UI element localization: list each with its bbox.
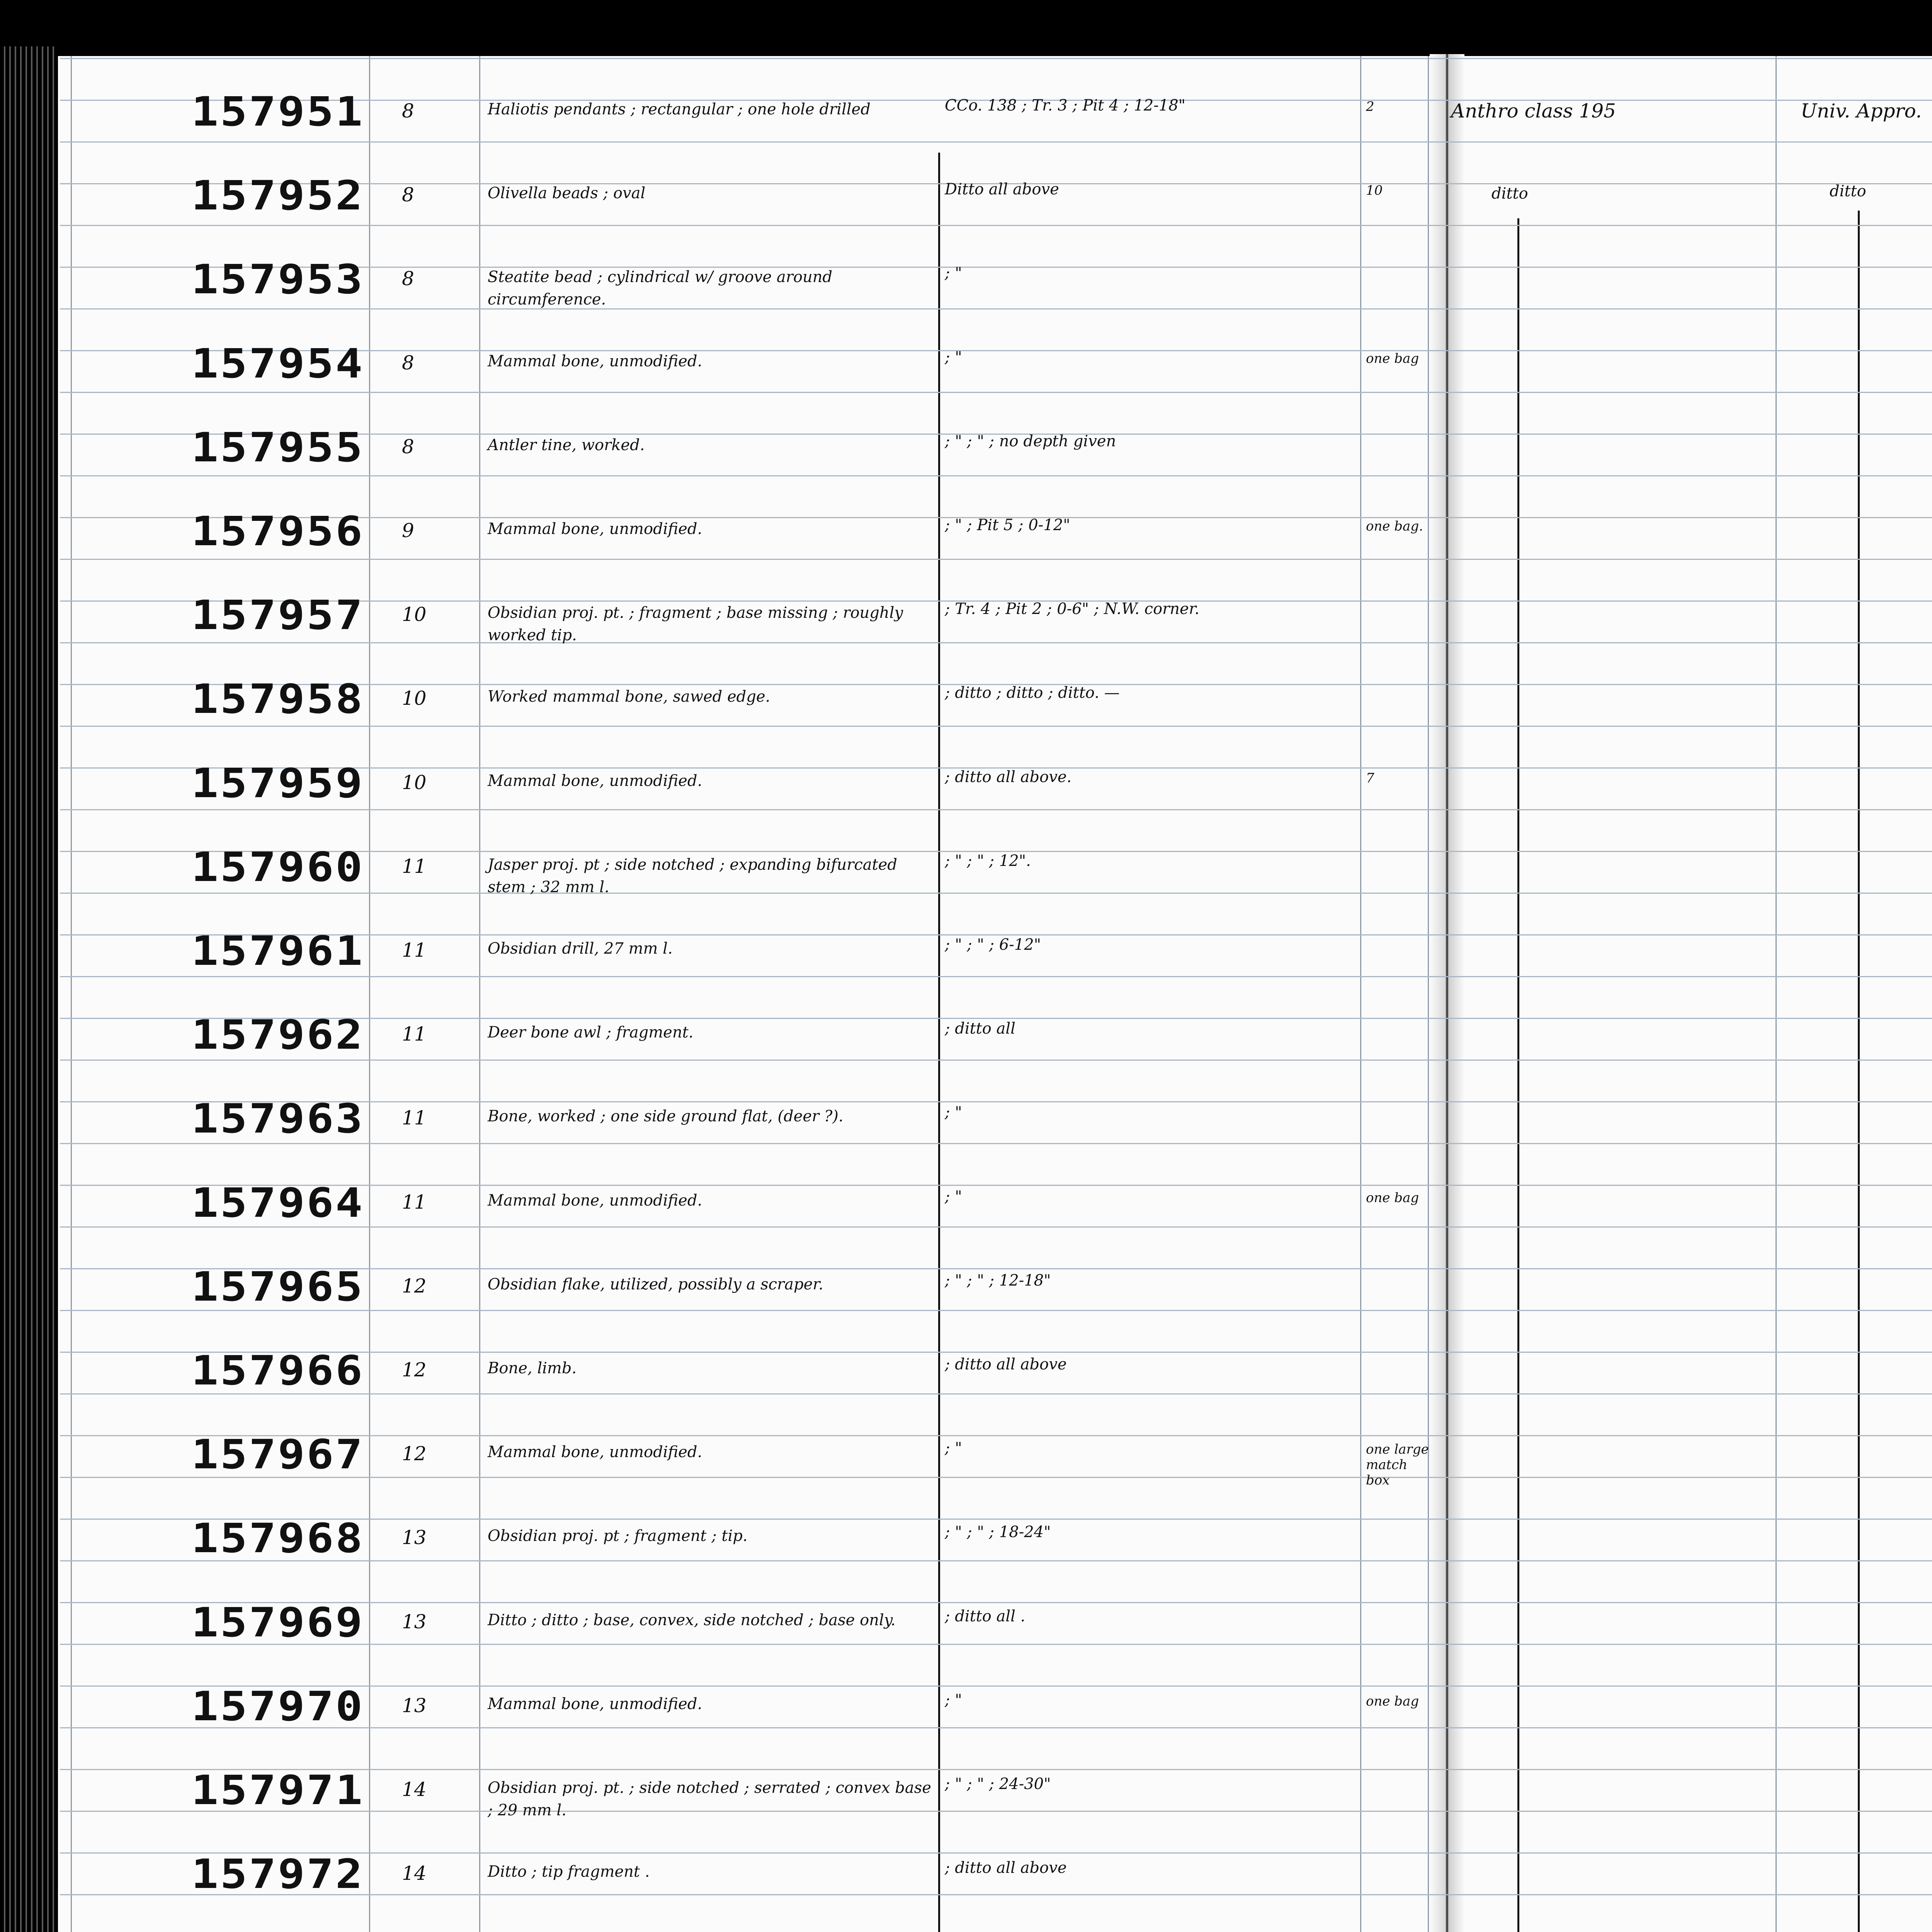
item-count: one bag xyxy=(1366,351,1419,366)
item-description: Obsidian drill, 27 mm l. xyxy=(488,940,673,957)
catalog-column-rule xyxy=(369,56,370,1932)
ruled-line xyxy=(60,308,1932,310)
catalog-number: 157971 xyxy=(191,1767,364,1814)
ruled-line xyxy=(60,809,1932,810)
left-page xyxy=(58,56,1447,1932)
item-description: Mammal bone, unmodified. xyxy=(488,1443,702,1461)
collector-entry: Univ. Appro. xyxy=(1801,100,1922,122)
ruled-line xyxy=(60,58,1932,59)
item-description: Obsidian flake, utilized, possibly a scraper. xyxy=(488,1276,823,1293)
catalog-number: 157969 xyxy=(191,1599,364,1646)
provenience: CCo. 138 ; Tr. 3 ; Pit 4 ; 12-18" xyxy=(945,97,1186,114)
provenience: ; ditto ; ditto ; ditto. — xyxy=(945,684,1120,702)
provenience: Ditto all above xyxy=(945,180,1059,198)
count-column-rule xyxy=(1360,56,1361,1932)
lot-number: 14 xyxy=(402,1862,427,1884)
catalog-number: 157951 xyxy=(191,88,364,135)
lot-number: 10 xyxy=(402,603,427,626)
item-description: Bone, limb. xyxy=(488,1359,577,1377)
provenience: ; " xyxy=(945,1104,962,1121)
provenience: ; " ; " ; 6-12" xyxy=(945,936,1041,954)
provenience: ; " xyxy=(945,1439,962,1457)
lot-number: 11 xyxy=(402,939,427,961)
ruled-line xyxy=(60,225,1932,226)
item-description: Obsidian proj. pt ; fragment ; tip. xyxy=(488,1527,748,1545)
lot-number: 13 xyxy=(402,1694,427,1717)
lot-number: 10 xyxy=(402,687,427,709)
ruled-line xyxy=(60,559,1932,560)
lot-number: 8 xyxy=(402,100,414,122)
lot-number: 11 xyxy=(402,855,427,878)
ditto-ink-line-collector xyxy=(1858,211,1860,1932)
lot-number: 8 xyxy=(402,184,414,206)
lot-number: 11 xyxy=(402,1191,427,1213)
provenience: ; " ; " ; 12". xyxy=(945,852,1031,870)
catalog-number: 157953 xyxy=(191,256,364,303)
item-description: Ditto ; ditto ; base, convex, side notched ; base only. xyxy=(488,1611,896,1629)
catalog-number: 157956 xyxy=(191,508,364,555)
lot-number: 13 xyxy=(402,1526,427,1549)
lot-number: 9 xyxy=(402,519,414,542)
catalog-number: 157972 xyxy=(191,1850,364,1898)
item-description: Jasper proj. pt ; side notched ; expanding bifurcated stem ; 32 mm l. xyxy=(488,856,897,896)
catalog-number: 157968 xyxy=(191,1515,364,1562)
item-count: one large match box xyxy=(1366,1442,1429,1488)
catalog-number: 157957 xyxy=(191,592,364,639)
lot-column-rule xyxy=(479,56,480,1932)
item-description: Steatite bead ; cylindrical w/ groove around circumference. xyxy=(488,268,833,308)
item-description: Bone, worked ; one side ground flat, (deer ?). xyxy=(488,1107,844,1125)
catalog-number: 157952 xyxy=(191,172,364,219)
catalog-number: 157962 xyxy=(191,1011,364,1058)
ruled-line xyxy=(60,893,1932,894)
lot-number: 8 xyxy=(402,435,414,458)
item-description: Ditto ; tip fragment . xyxy=(488,1863,650,1881)
provenience: ; " xyxy=(945,264,962,282)
provenience: ; " ; " ; 18-24" xyxy=(945,1523,1051,1541)
provenience: ; Tr. 4 ; Pit 2 ; 0-6" ; N.W. corner. xyxy=(945,600,1200,618)
provenience: ; ditto all above xyxy=(945,1355,1067,1373)
provenience: ; ditto all above. xyxy=(945,768,1072,786)
item-description: Mammal bone, unmodified. xyxy=(488,1192,702,1209)
lot-number: 12 xyxy=(402,1275,427,1297)
provenience: ; " ; Pit 5 ; 0-12" xyxy=(945,516,1070,534)
ruled-line xyxy=(60,475,1932,476)
item-description: Mammal bone, unmodified. xyxy=(488,1695,702,1713)
left-margin-rule xyxy=(71,56,72,1932)
item-count: 10 xyxy=(1366,183,1383,198)
catalog-number: 157963 xyxy=(191,1095,364,1142)
ruled-line xyxy=(60,1143,1932,1144)
catalog-number: 157967 xyxy=(191,1431,364,1478)
item-description: Olivella beads ; oval xyxy=(488,184,646,202)
provenience: ; " ; " ; 12-18" xyxy=(945,1272,1051,1289)
catalog-number: 157970 xyxy=(191,1683,364,1730)
provenience: ; ditto all above xyxy=(945,1859,1067,1877)
lot-number: 8 xyxy=(402,267,414,290)
lot-number: 10 xyxy=(402,771,427,794)
catalog-number: 157965 xyxy=(191,1263,364,1310)
provenience: ; ditto all xyxy=(945,1020,1015,1037)
catalog-number: 157960 xyxy=(191,844,364,891)
provenience: ; " xyxy=(945,1188,962,1206)
catalog-number: 157959 xyxy=(191,760,364,807)
item-description: Mammal bone, unmodified. xyxy=(488,520,702,538)
lot-number: 11 xyxy=(402,1023,427,1045)
ruled-line xyxy=(60,1226,1932,1228)
lot-number: 11 xyxy=(402,1107,427,1129)
item-description: Haliotis pendants ; rectangular ; one hole drilled xyxy=(488,100,871,118)
provenience-ink-line xyxy=(938,153,940,1932)
item-count: one bag xyxy=(1366,1694,1419,1709)
item-description: Mammal bone, unmodified. xyxy=(488,772,702,790)
ruled-line xyxy=(60,141,1932,143)
lot-number: 8 xyxy=(402,352,414,374)
provenience: ; " ; " ; no depth given xyxy=(945,432,1116,450)
ditto-collector: ditto xyxy=(1830,182,1866,200)
catalog-number: 157954 xyxy=(191,340,364,387)
provenience: ; " xyxy=(945,349,962,366)
ruled-line xyxy=(60,392,1932,393)
item-description: Antler tine, worked. xyxy=(488,436,645,454)
ruled-line xyxy=(60,726,1932,727)
book-edge-left xyxy=(0,46,58,1932)
item-count: 2 xyxy=(1366,99,1374,114)
catalog-number: 157958 xyxy=(191,675,364,723)
catalog-number: 157961 xyxy=(191,927,364,975)
catalog-number: 157966 xyxy=(191,1347,364,1394)
item-description: Obsidian proj. pt. ; side notched ; serrated ; convex base ; 29 mm l. xyxy=(488,1779,931,1819)
lot-number: 12 xyxy=(402,1359,427,1381)
item-count: one bag. xyxy=(1366,519,1423,534)
provenience: ; " ; " ; 24-30" xyxy=(945,1775,1051,1793)
provenience: ; " xyxy=(945,1691,962,1709)
ditto-received: ditto xyxy=(1492,185,1528,202)
item-description: Worked mammal bone, sawed edge. xyxy=(488,688,770,706)
collector-column-rule xyxy=(1776,56,1777,1932)
item-description: Deer bone awl ; fragment. xyxy=(488,1024,694,1041)
catalog-number: 157964 xyxy=(191,1179,364,1226)
item-count: 7 xyxy=(1366,770,1374,786)
item-description: Obsidian proj. pt. ; fragment ; base missing ; roughly worked tip. xyxy=(488,604,903,644)
ruled-line xyxy=(60,642,1932,643)
book-binding xyxy=(1430,54,1464,1932)
provenience: ; ditto all . xyxy=(945,1607,1026,1625)
ruled-line xyxy=(60,1060,1932,1061)
lot-number: 14 xyxy=(402,1778,427,1801)
lot-number: 13 xyxy=(402,1611,427,1633)
lot-number: 12 xyxy=(402,1442,427,1465)
catalog-number: 157955 xyxy=(191,424,364,471)
item-description: Mammal bone, unmodified. xyxy=(488,352,702,370)
ruled-line xyxy=(60,976,1932,977)
received-from-entry: Anthro class 195 xyxy=(1451,100,1616,122)
item-count: one bag xyxy=(1366,1190,1419,1206)
left-page-end-rule xyxy=(1428,56,1429,1932)
